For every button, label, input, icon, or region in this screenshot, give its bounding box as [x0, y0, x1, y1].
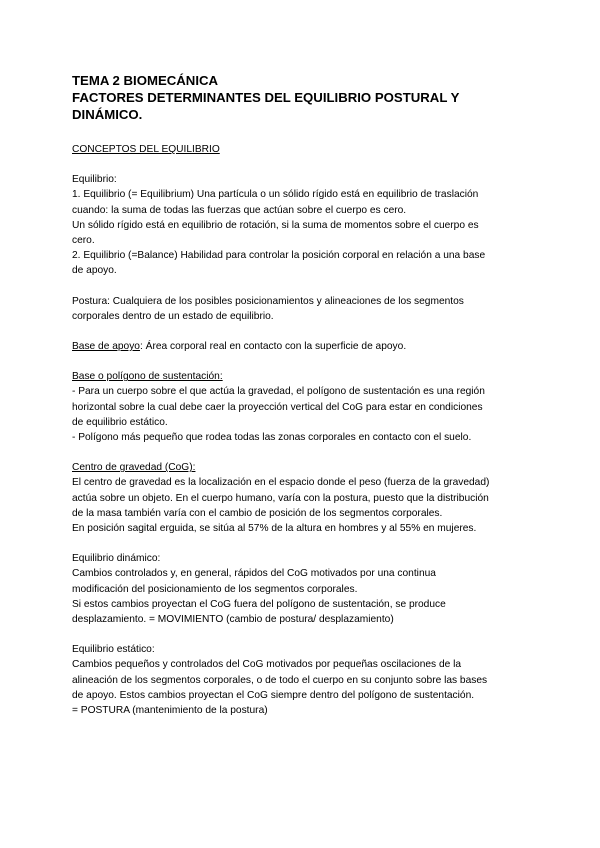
text-line: El centro de gravedad es la localización en el espacio donde el peso (fuerza de la gravedad)	[72, 477, 490, 489]
text-line: Cambios pequeños y controlados del CoG motivados por pequeñas oscilaciones de la	[72, 659, 462, 671]
equilibrio-dinamico-heading: Equilibrio dinámico:	[72, 553, 161, 565]
text-line: de la masa también varía con el cambio de posición de los segmentos corporales.	[72, 507, 443, 519]
text-line: Cambios controlados y, en general, rápidos del CoG motivados por una continua	[72, 568, 436, 580]
text-line: corporales dentro de un estado de equilibrio.	[72, 310, 274, 322]
title-line-1: TEMA 2 BIOMECÁNICA	[72, 73, 219, 88]
paragraph-base-sustentacion	[72, 369, 534, 445]
equilibrio-estatico-heading: Equilibrio estático:	[72, 644, 155, 656]
paragraph-base-apoyo	[72, 339, 534, 354]
text-line	[72, 339, 534, 354]
text-line: - Polígono más pequeño que rodea todas las zonas corporales en contacto con el suelo.	[72, 432, 472, 444]
centro-gravedad-heading: Centro de gravedad (CoG):	[72, 462, 196, 474]
base-sustentacion-heading: Base o polígono de sustentación:	[72, 371, 223, 383]
document-page	[72, 72, 534, 718]
title-line-3: DINÁMICO.	[72, 107, 143, 122]
base-apoyo-term: Base de apoyo	[72, 341, 140, 353]
section-heading: CONCEPTOS DEL EQUILIBRIO	[72, 144, 220, 155]
document-title	[72, 72, 534, 123]
text-line: desplazamiento. = MOVIMIENTO (cambio de postura/ desplazamiento)	[72, 614, 394, 626]
text-line: horizontal sobre la cual debe caer la proyección vertical del CoG para estar en condiciones	[72, 401, 483, 413]
text-line: alineación de los segmentos corporales, o de todo el cuerpo en su conjunto sobre las bases	[72, 674, 488, 686]
paragraph-equilibrio-estatico	[72, 642, 534, 718]
text-line: 1. Equilibrio (= Equilibrium) Una partícula o un sólido rígido está en equilibrio de traslación	[72, 189, 479, 201]
paragraph-centro-gravedad	[72, 460, 534, 536]
text-line: En posición sagital erguida, se sitúa al 57% de la altura en hombres y al 55% en mujeres.	[72, 523, 477, 535]
text-line: de equilibrio estático.	[72, 416, 168, 428]
title-line-2: FACTORES DETERMINANTES DEL EQUILIBRIO POSTURAL Y	[72, 90, 460, 105]
text-line: = POSTURA (mantenimiento de la postura)	[72, 705, 268, 717]
document-body	[72, 123, 534, 718]
equilibrio-heading: Equilibrio:	[72, 174, 117, 186]
base-apoyo-text: : Área corporal real en contacto con la superficie de apoyo.	[139, 341, 407, 353]
text-line: actúa sobre un objeto. En el cuerpo humano, varía con la postura, puesto que la distribución	[72, 492, 489, 504]
paragraph-postura	[72, 294, 534, 324]
text-line: cero.	[72, 235, 95, 247]
text-line: cuando: la suma de todas las fuerzas que actúan sobre el cuerpo es cero.	[72, 204, 407, 216]
text-line: 2. Equilibrio (=Balance) Habilidad para controlar la posición corporal en relación a una base	[72, 250, 486, 262]
paragraph-equilibrio	[72, 172, 534, 278]
text-line: Si estos cambios proyectan el CoG fuera del polígono de sustentación, se produce	[72, 598, 446, 610]
text-line: modificación del posicionamiento de los segmentos corporales.	[72, 583, 358, 595]
text-line: Un sólido rígido está en equilibrio de rotación, si la suma de momentos sobre el cuerpo es	[72, 219, 479, 231]
text-line: de apoyo.	[72, 265, 117, 277]
text-line: - Para un cuerpo sobre el que actúa la gravedad, el polígono de sustentación es una región	[72, 386, 485, 398]
text-line: de apoyo. Estos cambios proyectan el CoG siempre dentro del polígono de sustentación.	[72, 689, 475, 701]
paragraph-equilibrio-dinamico	[72, 551, 534, 627]
text-line: Postura: Cualquiera de los posibles posicionamientos y alineaciones de los segmentos	[72, 295, 464, 307]
